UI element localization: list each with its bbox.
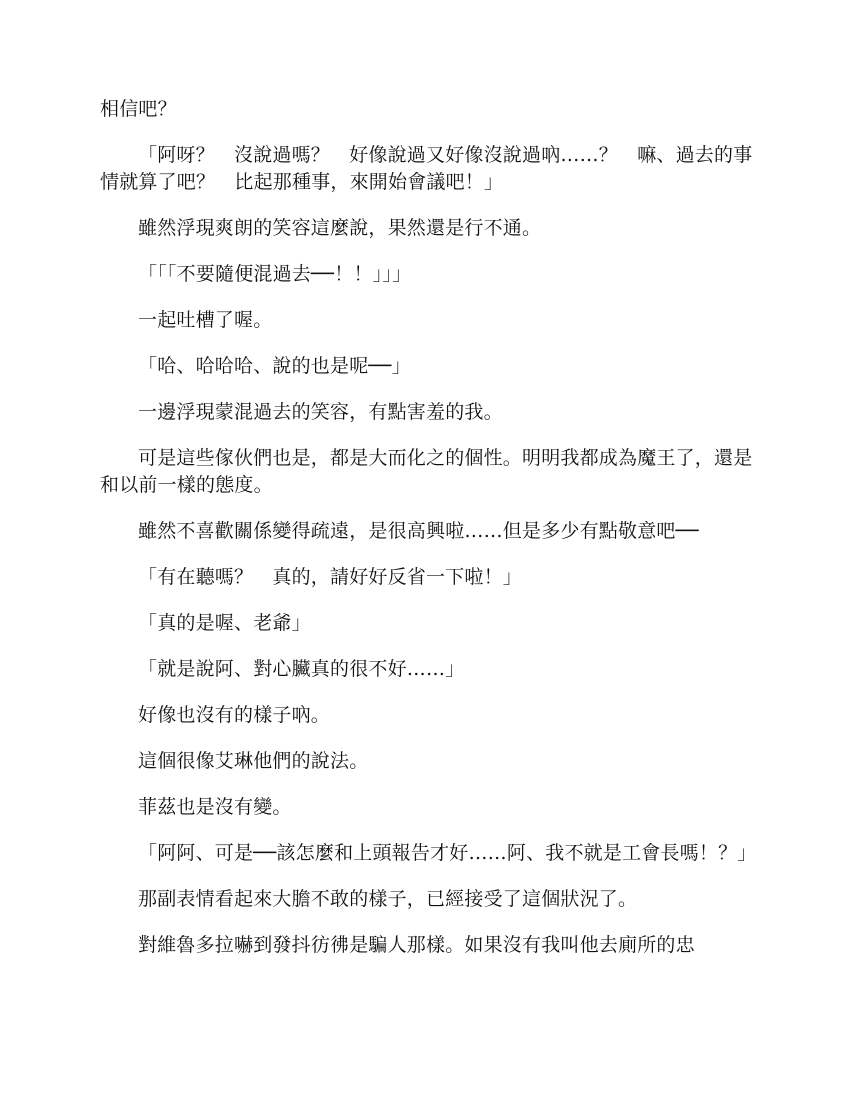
text-body: [100, 96, 755, 978]
paragraph: 好像也沒有的樣子吶。: [138, 704, 331, 726]
paragraph: 「阿阿、可是──該怎麼和上頭報告才好……阿、我不就是工會長嗎！？」: [138, 842, 757, 864]
paragraph: 菲茲也是沒有變。: [138, 796, 292, 818]
paragraph: 可是這些傢伙們也是，都是大而化之的個性。明明我都成為魔王了，還是和以前一樣的態度。: [100, 447, 753, 496]
paragraph: 「阿呀？ 沒說過嗎？ 好像說過又好像沒說過吶……？ 嘛、過去的事情就算了吧？ 比起那種事，來開始會議吧！」: [100, 144, 753, 193]
paragraph: 「有在聽嗎？ 真的，請好好反省一下啦！」: [138, 566, 523, 588]
paragraph: 對維魯多拉嚇到發抖彷彿是騙人那樣。如果沒有我叫他去廁所的忠: [138, 934, 695, 956]
paragraph: 「「「不要隨便混過去──！！」」」: [138, 263, 412, 285]
paragraph: 雖然不喜歡關係變得疏遠，是很高興啦……但是多少有點敬意吧──: [138, 520, 699, 542]
paragraph: 一起吐槽了喔。: [138, 309, 273, 331]
paragraph: 這個很像艾琳他們的說法。: [138, 750, 369, 772]
paragraph: 相信吧？: [100, 98, 177, 120]
paragraph: 「就是說阿、對心臟真的很不好……」: [138, 658, 465, 680]
paragraph: 「哈、哈哈哈、說的也是呢──」: [138, 355, 411, 377]
paragraph: 那副表情看起來大膽不敢的樣子，已經接受了這個狀況了。: [138, 888, 638, 910]
paragraph: 「真的是喔、老爺」: [138, 612, 311, 634]
paragraph: 雖然浮現爽朗的笑容這麼說，果然還是行不通。: [138, 217, 542, 239]
paragraph: 一邊浮現蒙混過去的笑容，有點害羞的我。: [138, 401, 503, 423]
